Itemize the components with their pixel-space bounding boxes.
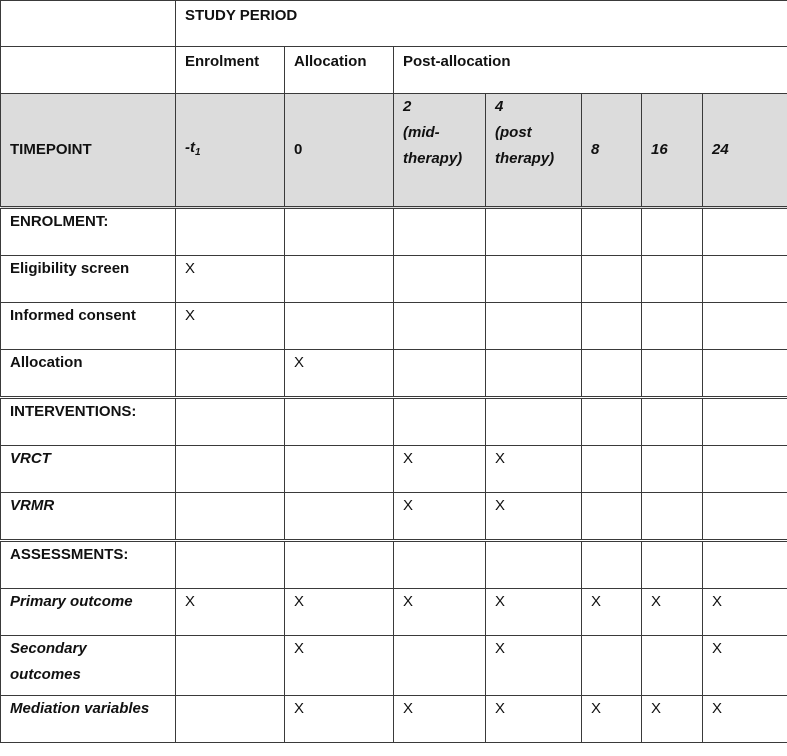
section-heading-interventions: INTERVENTIONS: (1, 398, 176, 446)
timepoint-t-sub: 1 (195, 146, 201, 158)
table-row (1, 256, 787, 303)
mark-cell (642, 493, 703, 541)
mark-cell: X (642, 696, 703, 743)
table-row (1, 303, 787, 350)
timepoint-row (1, 94, 787, 208)
mark-cell (394, 256, 486, 303)
table-row (1, 493, 787, 541)
mark-cell: X (642, 589, 703, 636)
mark-cell: X (285, 350, 394, 398)
mark-cell: X (486, 589, 582, 636)
mark-cell: X (285, 589, 394, 636)
timepoint-24: 24 (703, 94, 787, 208)
timepoint-t-minus: -t (185, 138, 195, 156)
mark-cell (642, 303, 703, 350)
timepoint-4-note-a: (post (495, 124, 532, 141)
row-label: Eligibility screen (1, 256, 176, 303)
mark-cell (394, 636, 486, 696)
section-heading-assessments: ASSESSMENTS: (1, 541, 176, 589)
mark-cell (703, 256, 787, 303)
post-allocation-phase-header: Post-allocation (394, 47, 787, 94)
table-row (1, 446, 787, 493)
phase-row (1, 47, 787, 94)
mark-cell: X (176, 303, 285, 350)
row-label (1, 636, 176, 696)
row-label: VRMR (1, 493, 176, 541)
mark-cell: X (394, 696, 486, 743)
timepoint-label: TIMEPOINT (1, 94, 176, 208)
timepoint-2 (394, 94, 486, 208)
row-label-line-2: outcomes (10, 666, 81, 683)
row-label: Informed consent (1, 303, 176, 350)
section-row-assessments (1, 541, 787, 589)
mark-cell (486, 256, 582, 303)
mark-cell (285, 493, 394, 541)
mark-cell (486, 350, 582, 398)
mark-cell: X (486, 636, 582, 696)
timepoint-4-number: 4 (495, 98, 504, 115)
timepoint-8: 8 (582, 94, 642, 208)
timepoint-4 (486, 94, 582, 208)
mark-cell (285, 446, 394, 493)
mark-cell: X (703, 636, 787, 696)
timepoint-allocation: 0 (285, 94, 394, 208)
mark-cell (394, 303, 486, 350)
timepoint-2-note-b: therapy) (403, 150, 463, 167)
mark-cell (486, 303, 582, 350)
mark-cell: X (394, 493, 486, 541)
table-row (1, 350, 787, 398)
table-row (1, 589, 787, 636)
mark-cell (285, 303, 394, 350)
mark-cell (642, 636, 703, 696)
mark-cell: X (176, 256, 285, 303)
row-label-line-1: Secondary (10, 640, 87, 657)
table-row (1, 636, 787, 696)
timepoint-2-number: 2 (403, 98, 412, 115)
mark-cell (176, 493, 285, 541)
enrolment-phase-header: Enrolment (176, 47, 285, 94)
mark-cell: X (582, 589, 642, 636)
mark-cell (394, 350, 486, 398)
table-row (1, 696, 787, 743)
mark-cell (642, 350, 703, 398)
mark-cell: X (285, 636, 394, 696)
mark-cell (703, 493, 787, 541)
mark-cell (285, 256, 394, 303)
mark-cell (642, 256, 703, 303)
mark-cell (642, 446, 703, 493)
study-period-header: STUDY PERIOD (176, 1, 787, 47)
mark-cell (176, 446, 285, 493)
mark-cell (582, 446, 642, 493)
study-period-row (1, 1, 787, 47)
mark-cell: X (486, 446, 582, 493)
timepoint-2-note-a: (mid- (403, 124, 440, 141)
mark-cell (176, 636, 285, 696)
mark-cell (703, 303, 787, 350)
mark-cell: X (486, 493, 582, 541)
mark-cell: X (176, 589, 285, 636)
mark-cell (703, 446, 787, 493)
mark-cell: X (394, 589, 486, 636)
row-label: Primary outcome (1, 589, 176, 636)
section-row-interventions (1, 398, 787, 446)
row-label: Allocation (1, 350, 176, 398)
mark-cell (703, 350, 787, 398)
section-heading-enrolment: ENROLMENT: (1, 208, 176, 256)
mark-cell: X (582, 696, 642, 743)
mark-cell (582, 303, 642, 350)
row-label: Mediation variables (1, 696, 176, 743)
mark-cell (582, 636, 642, 696)
timepoint-4-note-b: therapy) (495, 150, 555, 167)
mark-cell (176, 696, 285, 743)
mark-cell: X (486, 696, 582, 743)
section-row-enrolment (1, 208, 787, 256)
timepoint-enrolment (176, 94, 285, 208)
empty-phase-cell (1, 47, 176, 94)
empty-corner-cell (1, 1, 176, 47)
mark-cell: X (703, 589, 787, 636)
mark-cell (582, 350, 642, 398)
row-label: VRCT (1, 446, 176, 493)
mark-cell: X (285, 696, 394, 743)
mark-cell (582, 493, 642, 541)
mark-cell: X (394, 446, 486, 493)
mark-cell (582, 256, 642, 303)
mark-cell (176, 350, 285, 398)
allocation-phase-header: Allocation (285, 47, 394, 94)
timepoint-16: 16 (642, 94, 703, 208)
mark-cell: X (703, 696, 787, 743)
